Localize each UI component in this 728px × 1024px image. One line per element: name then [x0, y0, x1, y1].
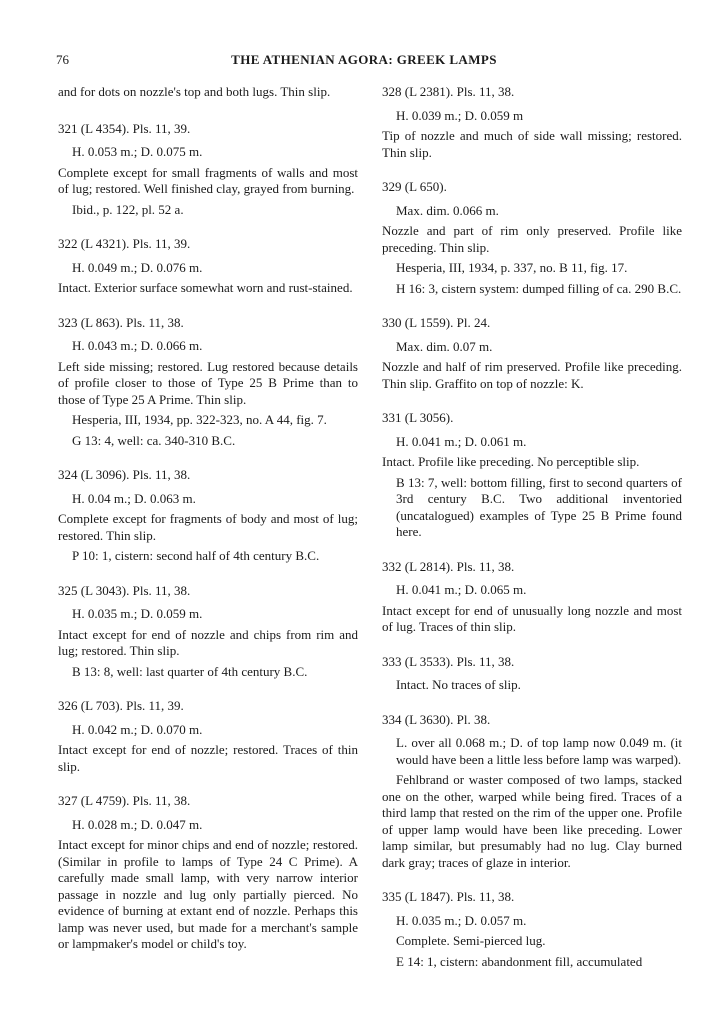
catalogue-entry-323 [58, 315, 358, 450]
entry-description: Complete except for small fragments of walls and most of lug; restored. Well finished clay, grayed from burning. [58, 164, 358, 196]
page-header [56, 52, 672, 72]
entry-description: Fehlbrand or waster composed of two lamps, stacked one on the other, warped while being fired. Traces of a third lamp that rested on the rim of the upper one. Profile of upper lamp would have been like preceding. Lower lamp similar, but presumably had no lug. Clay burned dark gray; traces of glaze in interior. [382, 772, 682, 870]
catalogue-entry-322 [58, 236, 358, 297]
catalogue-entry-333 [382, 654, 682, 694]
entry-context: P 10: 1, cistern: second half of 4th century B.C. [72, 548, 320, 563]
catalogue-entry-332 [382, 559, 682, 636]
entry-description: Left side missing; restored. Lug restored because details of profile closer to those of Type 25 B Prime than to those of Type 25 A Prime. Thin slip. [58, 358, 358, 407]
entry-heading: 323 (L 863). Pls. 11, 38. [58, 314, 184, 330]
entry-measurements: H. 0.049 m.; D. 0.076 m. [72, 259, 203, 275]
entry-measurements: H. 0.043 m.; D. 0.066 m. [72, 338, 203, 353]
entry-description: Complete. Semi-pierced lug. [396, 933, 546, 948]
entry-context: E 14: 1, cistern: abandonment fill, accumulated [396, 953, 643, 969]
entry-measurements: H. 0.035 m.; D. 0.057 m. [396, 912, 527, 928]
right-column [382, 84, 682, 988]
entry-measurements: H. 0.035 m.; D. 0.059 m. [72, 606, 203, 621]
catalogue-entry-328 [382, 84, 682, 161]
entry-measurements: H. 0.028 m.; D. 0.047 m. [72, 816, 203, 832]
entry-heading: 326 (L 703). Pls. 11, 39. [58, 698, 184, 713]
entry-heading: 324 (L 3096). Pls. 11, 38. [58, 467, 191, 482]
catalogue-entry-321 [58, 121, 358, 219]
entry-heading: 335 (L 1847). Pls. 11, 38. [382, 889, 515, 904]
entry-measurements: Max. dim. 0.066 m. [396, 202, 499, 218]
entry-description: Intact. Profile like preceding. No perceptible slip. [382, 454, 640, 469]
entry-description: Intact except for end of unusually long nozzle and most of lug. Traces of thin slip. [382, 602, 682, 634]
left-column [58, 84, 358, 971]
entry-description: Tip of nozzle and much of side wall missing; restored. Thin slip. [382, 128, 682, 160]
entry-heading: 334 (L 3630). Pl. 38. [382, 711, 491, 727]
catalogue-entry-327 [58, 793, 358, 953]
catalogue-entry-330 [382, 315, 682, 392]
entry-description: Intact. No traces of slip. [396, 677, 521, 692]
entry-measurements: H. 0.04 m.; D. 0.063 m. [72, 490, 196, 506]
entry-heading: 325 (L 3043). Pls. 11, 38. [58, 582, 191, 598]
entry-measurements: H. 0.053 m.; D. 0.075 m. [72, 144, 203, 159]
entry-reference: Ibid., p. 122, pl. 52 a. [72, 201, 184, 217]
entry-heading: 327 (L 4759). Pls. 11, 38. [58, 793, 191, 808]
continuation-text: and for dots on nozzle's top and both lugs. Thin slip. [58, 84, 331, 99]
entry-heading: 321 (L 4354). Pls. 11, 39. [58, 120, 191, 136]
entry-description: Intact. Exterior surface somewhat worn and rust-stained. [58, 280, 353, 295]
entry-description: Nozzle and half of rim preserved. Profile like preceding. Thin slip. Graffito on top of nozzle: K. [382, 359, 682, 391]
entry-description: Intact except for end of nozzle and chips from rim and lug; restored. Thin slip. [58, 626, 358, 658]
entry-context: H 16: 3, cistern system: dumped filling of ca. 290 B.C. [396, 280, 682, 296]
entry-description: Intact except for end of nozzle; restored. Traces of thin slip. [58, 742, 358, 774]
entry-description: Nozzle and part of rim only preserved. Profile like preceding. Thin slip. [382, 223, 682, 255]
catalogue-entry-324 [58, 467, 358, 565]
entry-measurements: H. 0.039 m.; D. 0.059 m [396, 107, 524, 123]
entry-measurements: H. 0.041 m.; D. 0.065 m. [396, 582, 527, 597]
catalogue-entry-326 [58, 698, 358, 775]
entry-heading: 332 (L 2814). Pls. 11, 38. [382, 558, 515, 574]
entry-reference: Hesperia, III, 1934, pp. 322-323, no. A 44, fig. 7. [72, 412, 327, 427]
catalogue-entry-331 [382, 410, 682, 541]
entry-measurements: Max. dim. 0.07 m. [396, 338, 493, 354]
entry-description: Intact except for minor chips and end of nozzle; restored. (Similar in profile to lamps of Type 24 C Prime). A carefully made small lamp, with very narrow interior passage in nozzle and lug only partially pierced. No evidence of burning at extant end of nozzle. Perhaps this lamp was never used, but made for a merchant's sample or lampmaker's model or child's toy. [58, 837, 358, 951]
entry-heading: 330 (L 1559). Pl. 24. [382, 315, 491, 330]
entry-reference: Hesperia, III, 1934, p. 337, no. B 11, fig. 17. [396, 260, 628, 275]
entry-context: B 13: 8, well: last quarter of 4th century B.C. [72, 663, 308, 679]
running-title: THE ATHENIAN AGORA: GREEK LAMPS [231, 52, 497, 67]
page-number: 76 [56, 52, 69, 67]
entry-description: Complete except for fragments of body and most of lug; restored. Thin slip. [58, 511, 358, 543]
catalogue-entry-329 [382, 179, 682, 297]
catalogue-entry-334 [382, 712, 682, 872]
entry-heading: 333 (L 3533). Pls. 11, 38. [382, 653, 515, 669]
entry-measurements: L. over all 0.068 m.; D. of top lamp now 0.049 m. (it would have been a little less before lamp was warped). [396, 735, 682, 767]
entry-heading: 331 (L 3056). [382, 410, 454, 425]
entry-context: G 13: 4, well: ca. 340-310 B.C. [72, 432, 236, 448]
entry-heading: 322 (L 4321). Pls. 11, 39. [58, 236, 191, 251]
entry-heading: 328 (L 2381). Pls. 11, 38. [382, 84, 515, 99]
entry-measurements: H. 0.042 m.; D. 0.070 m. [72, 721, 203, 737]
entry-heading: 329 (L 650). [382, 179, 447, 194]
catalogue-entry-325 [58, 583, 358, 681]
entry-measurements: H. 0.041 m.; D. 0.061 m. [396, 433, 527, 449]
catalogue-entry-335 [382, 889, 682, 970]
entry-context: B 13: 7, well: bottom filling, first to second quarters of 3rd century B.C. Two additional inventoried (uncatalogued) examples of Type 25 B Prime found here. [396, 474, 682, 539]
